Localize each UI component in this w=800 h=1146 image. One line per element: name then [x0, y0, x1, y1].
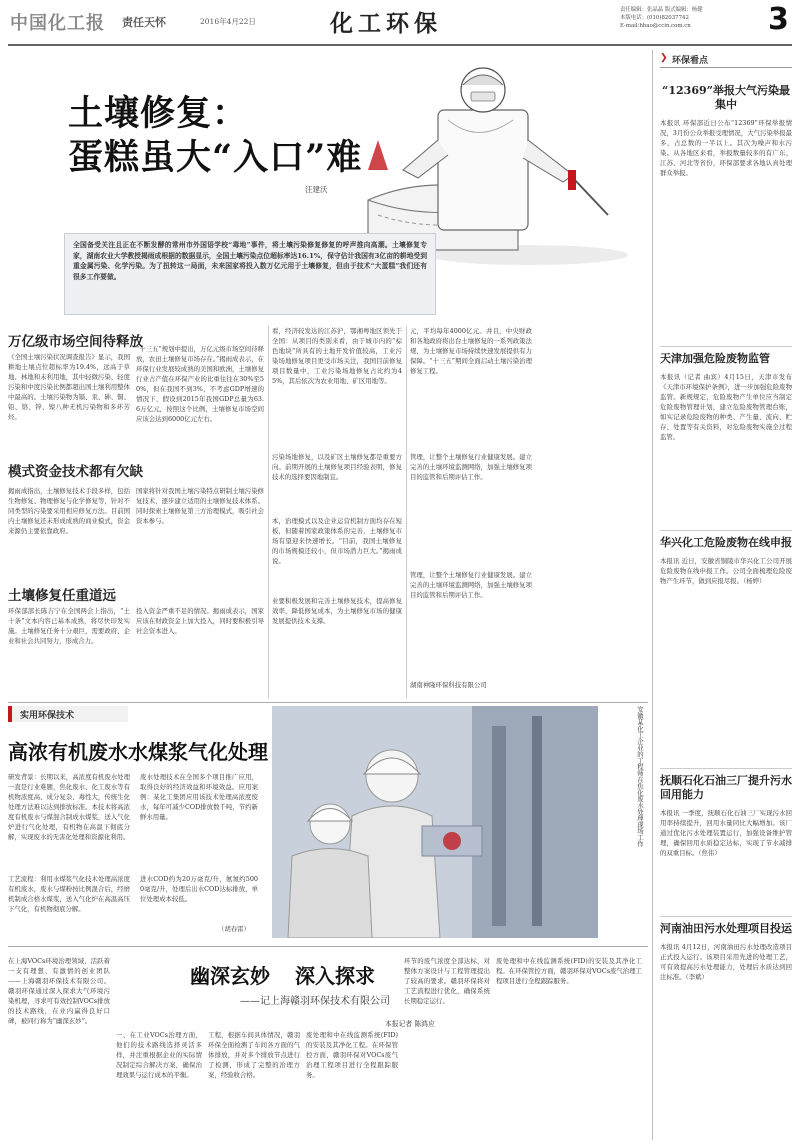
bottom-col3: 工程，根据车间具体情况，赣羽环保全面检测了车间各方面的气体排放，并对多个排放节点进行了检测，形成了完整的治理方案，经验收合格。 [208, 1031, 300, 1079]
feature-col1c: 环保部部长陈吉宁在全国两会上指出，“土十条”文本内容已基本成熟，将尽快印发实施。土壤修复任务十分艰巨，需要政府、企业和社会共同努力，形成合力。 [8, 607, 130, 645]
feature-col2a: “十三五”规划中提出，万亿元级市场空间待释放，农田土壤修复市场存在。”揭雨成表示，在环保行业发展较成熟的美国和欧洲，土壤修复行业占产值在环保产业的比重往往在30%至50%，但在我国不到3%，不考虑GDP增速的情况下，假设到2015年我国GDP总量为63.6万亿元，按照这个比例，土壤修复市场空间应该会达到6000亿元左右。 [136, 345, 264, 423]
tech-photo [272, 706, 598, 938]
feature-col4d: 湖南神隆环保科技有限公司 [410, 681, 487, 689]
tech-title: 高浓有机废水水煤浆气化处理 [8, 740, 268, 764]
column-name: 责任天怀 [122, 16, 166, 29]
sidebar-item-1 [660, 84, 792, 344]
sidebar-rule-3 [660, 768, 792, 769]
workers-photo-illustration [272, 706, 598, 938]
tech-label: 实用环保技术 [20, 711, 75, 721]
sidebar-item-5-body: 本报讯 4月12日，河南油田污水处理改造项目正式投入运行。该项目采用先进的处理工艺，可有效提高污水处理能力，处理后水质达到回注标准。（李斌） [660, 943, 792, 981]
sidebar-item-5-title: 河南油田污水处理项目投运 [660, 922, 792, 935]
bottom-col6: 废处理和中在线监测系统(FID)的安装及其净化工程。在环保管控方面，赣羽环保对VOCs废气治理工程项目进行全程跟踪服务。 [496, 957, 642, 985]
feature-byline: 汪建沃 [305, 185, 328, 194]
sidebar-item-4-title: 抚顺石化石油三厂提升污水回用能力 [660, 774, 792, 801]
sidebar-rule-1 [660, 346, 792, 347]
feature-col4a: 元，平均每年4000亿元。并且，中央财政和各地政府将出台土壤修复的一系列政策法规，为土壤修复市场持续快速发展提供有力保障。“十三五”期间全面启动土壤污染治理修复工程。 [410, 327, 532, 375]
bottom-title-b: 深入探求 [294, 964, 375, 988]
feature-col1b: 揭雨成指出，土壤修复技术手段多样，包括生物修复、物理修复与化学修复等，针对不同类型的污染要采用相应修复方法。目前国内土壤修复还未形成成熟的商业模式，资金来源仍主要依靠政府。 [8, 487, 130, 535]
bottom-subtitle: ——记上海赣羽环保技术有限公司 [240, 996, 390, 1007]
masthead [0, 0, 800, 44]
tech-top-rule [8, 702, 648, 703]
sidebar-item-2-body: 本报讯（记者 曲宾）4月15日，天津市发布《天津市环境保护条例》，进一步加强危险废物监管。新规规定，危险废物产生单位应当制定危险废物管理计划，建立危险废物管理台账，如实记录危险废物的种类、产生量、流向、贮存、处置等有关资料，对危险废物实施全过程监管。 [660, 373, 792, 441]
bottom-col2: 一、在工业VOCs治理方面，他们的技术路线选择灵活多样，并注重根据企业的实际情况制定综合解决方案，确保治理效果与运行成本的平衡。 [116, 1031, 202, 1079]
feature-title-line2: 蛋糕虽大“入口”难 [68, 137, 363, 178]
sidebar-item-4 [660, 774, 792, 914]
bottom-col1: 在上海VOCs环境治理领域，活跃着一支有理想、有激情的创业团队——上海赣羽环保技术有限公司。赣羽环保通过深入探求大气环境污染机理，寻求可有效控制VOCs排放的技术路线，在业内赢得良好口碑，被同行称为“幽深玄妙”。 [8, 957, 110, 1025]
sidebar-item-3-title: 华兴化工危险废物在线申报 [660, 536, 792, 549]
sidebar-rule-2 [660, 530, 792, 531]
subhead-market: 万亿级市场空间待释放 [8, 334, 143, 350]
sidebar-header [660, 52, 792, 68]
feature-col3c: 污染场地修复，以及矿区土壤修复都是重要方向。前期开展的土壤修复项目经验表明，修复技术的选择要因地制宜。 [272, 453, 402, 481]
feature-col3b: 本，治理模式以及企业运营机制方面均存在短板，但随着国家政策体系的完善，土壤修复市场有望迎来快速增长。“目前，我国土壤修复的市场规模还较小，但市场潜力巨大。”揭雨成说。 [272, 517, 402, 565]
bottom-top-rule [8, 946, 648, 947]
feature-col3d: 业要积极发展和完善土壤修复技术，提高修复效率，降低修复成本，为土壤修复市场的健康发展提供技术支撑。 [272, 597, 402, 625]
sidebar-item-2-title: 天津加强危险废物监管 [660, 352, 770, 365]
bottom-title-a: 幽深玄妙 [190, 964, 270, 988]
tech-col1: 研发背景：长期以来，高浓度有机废水处理一直是行业难题，焦化废水、化工废水等有机物浓度高、成分复杂、毒性大，传统生化处理方法难以达到排放标准。本技术将高浓度有机废水与煤混合制成水煤浆，送入气化炉进行气化处理，有机物在高温下彻底分解，实现废水的无害化处理和资源化利用。 [8, 773, 130, 841]
tech-col1b: 工艺流程：利用水煤浆气化技术处理高浓度有机废水，废水与煤粉按比例混合后，经磨机制成合格水煤浆，送入气化炉在高温高压下气化，有机物彻底分解。 [8, 875, 130, 913]
feature-col1a: 《全国土壤污染状况调查报告》显示，我国耕地土壤点位超标率为19.4%，远高于草地、林地和未利用地，其中轻微污染、轻度污染和中度污染比例都超出国土壤利用整体中最高的。土壤污染物为镉、汞、砷、铜、铅、铬、锌、镍八种无机污染物和多环芳烃。 [8, 353, 130, 421]
feature-lead-box [64, 233, 436, 315]
bottom-col4: 废处理和中在线监测系统(FID)的安装及其净化工程。在环保管控方面，赣羽环保对VOCs废气治理工程项目进行全程跟踪服务。 [306, 1031, 398, 1079]
subhead-model: 模式资金技术都有欠缺 [8, 464, 143, 480]
feature-col2c: 投入资金严重不足的情况。揭雨成表示，国家应该在财政资金上加大投入，同时要积极引导社会资本进入。 [136, 607, 264, 635]
tech-photo-caption: 安徽某化工企业的工程师在焦化废水处理现场工作 [636, 706, 644, 847]
issue-date: 2016年4月22日 [200, 17, 256, 26]
editor-contact: 责任编辑：张晶晶 版式编辑：杨健 本版电话：(010)82037742 E-mail:hbao@ccin.com.cn [620, 7, 703, 29]
page-section-title: 化工环保 [330, 10, 442, 37]
feature-col-rule-2 [406, 326, 407, 698]
feature-col4-extra: 管理，让整个土壤修复行业健康发展。建立完善的土壤环境监测网络，加强土壤修复项目的监管和后期评估工作。 [410, 571, 532, 599]
feature-col-rule-1 [268, 326, 269, 698]
sidebar-chevron-icon: ❯ [660, 53, 668, 63]
sidebar-item-3-body: 本报讯 近日，安徽省铜陵市华兴化工公司开展危险废物在线申报工作。公司全面梳理危险废物产生环节，做到应报尽报。（杨婷） [660, 557, 792, 585]
feature-lead-text: 全国备受关注且正在不断发酵的常州市外国语学校“毒地”事件，将土壤污染修复修复的呼声推向高潮。土壤修复专家，湖南农业大学教授揭雨成根据的数据显示，全国土壤污染点位超标率达16.1%，保守估计我国有3亿亩的耕地受到重金属污染、化学污染。为了扭转这一局面，未来国家将投入数万亿元用于土壤修复，但由于技术“大蛋糕”我们还有很多工作要做。 [73, 241, 427, 281]
sidebar-item-1-body: 本报讯 环保部近日公布“12369”环保举报情况，3月份公众举报受理情况，大气污染举报最多，占总数的一半以上。其次为噪声和水污染。从各地区来看，举报数量较多的有广东、江苏、河北等省份，环保部要求各地认真处理群众举报。 [660, 119, 792, 177]
tech-label-tab [8, 706, 128, 722]
sidebar-item-2 [660, 352, 792, 528]
subhead-long-road: 土壤修复任重道远 [8, 588, 116, 604]
sidebar-item-4-body: 本报讯 一季度，抚顺石化石油三厂实现污水回用率持续提升，回用水量同比大幅增加。该厂通过优化污水处理装置运行，加强设备维护管理，确保回用水质稳定达标，实现了节水减排的双重目标。（焦伟） [660, 809, 792, 857]
sidebar-divider [652, 50, 653, 1140]
sidebar-header-label: 环保看点 [672, 56, 709, 66]
sidebar-item-3 [660, 536, 792, 764]
bottom-title [190, 960, 375, 989]
feature-col4c: 管理，让整个土壤修复行业健康发展。建立完善的土壤环境监测网络，加强土壤修复项目的监管和后期评估工作。 [410, 453, 532, 481]
sidebar-rule-4 [660, 916, 792, 917]
feature-col3a: 看，经济较发达的江苏沪，鄂湘粤地区领先于全国：从项目的类别来看，由于城市内的“棕色地块”所具有的土地开发价值较高，工业污染场地修复项目更受市场关注，我国目前修复项目数量中，工业污染场地修复占比约为45%，其后依次为农业用地、矿区用地等。 [272, 327, 402, 385]
bottom-col5: 环节的废气浓度全部达标，对整体方案设计与工程管理提出了较高的要求。赣羽环保将对工艺流程进行优化，确保系统长期稳定运行。 [404, 957, 490, 1005]
masthead-rule [8, 44, 792, 46]
tech-col2b: 进水COD约为20万毫克/升，氨氮约5000毫克/升，处理后出水COD达标排放，单位处理成本较低。 [140, 875, 258, 903]
sidebar-item-5 [660, 922, 792, 1138]
bottom-byline: 本报记者 陈鸿应 [385, 1020, 435, 1028]
feature-title-line1: 土壤修复： [68, 93, 249, 134]
tech-col2: 废水处理技术在全国多个项目推广应用，取得良好的经济效益和环境效益。应用案例：某化工集团应用该技术处理高浓度废水，每年可减少COD排放数千吨，节约新鲜水用量。 [140, 773, 258, 821]
page-number: 3 [768, 2, 789, 37]
tech-author: （胡春雷） [218, 925, 250, 933]
feature-col2b: 国家将针对我国土壤污染特点研制土壤污染修复技术，逐步建立适用的土壤修复技术体系。同时探索土壤修复第三方治理模式，吸引社会资本参与。 [136, 487, 264, 525]
newspaper-logo: 中国化工报 [10, 13, 105, 34]
sidebar-item-1-title: “12369”举报大气污染最集中 [662, 84, 790, 111]
